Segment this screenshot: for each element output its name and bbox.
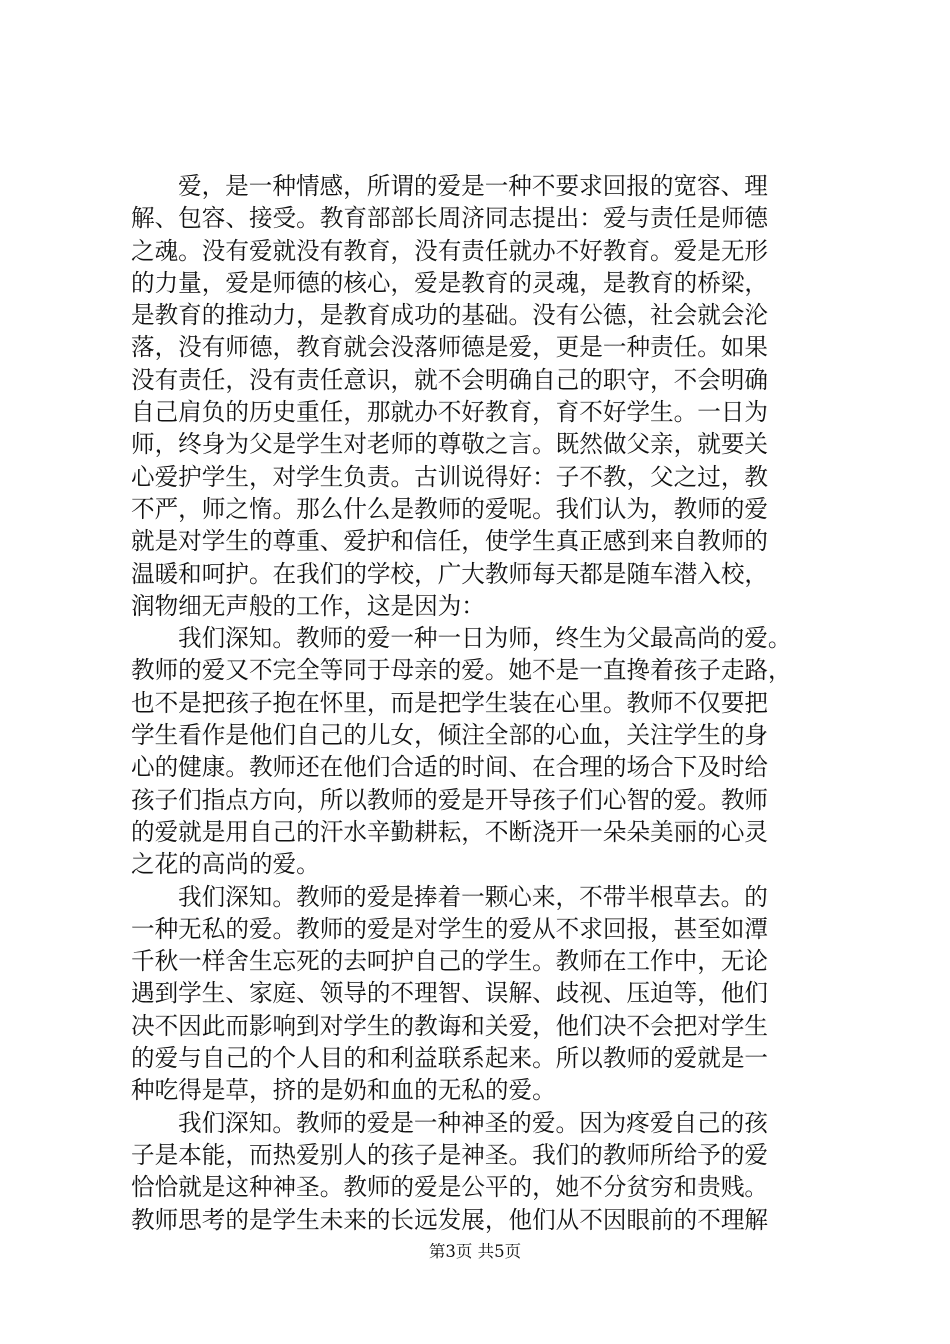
text-line: 就是对学生的尊重、爱护和信任，使学生真正感到来自教师的	[131, 527, 769, 556]
page-number-footer: 第3页 共5页	[428, 1242, 522, 1261]
text-line: 我们深知。教师的爱是捧着一颗心来，不带半根草去。的	[178, 882, 768, 911]
text-line: 教师的爱又不完全等同于母亲的爱。她不是一直搀着孩子走路，	[131, 656, 792, 685]
paragraph-2	[131, 622, 831, 880]
paragraph-3	[131, 881, 831, 1107]
text-line: 种吃得是草，挤的是奶和血的无私的爱。	[131, 1076, 556, 1105]
text-line: 也不是把孩子抱在怀里，而是把学生装在心里。教师不仅要把	[131, 688, 769, 717]
text-line: 的爱与自己的个人目的和利益联系起来。所以教师的爱就是一	[131, 1044, 769, 1073]
text-line: 我们深知。教师的爱一种一日为师，终生为父最高尚的爱。	[178, 624, 792, 653]
text-line: 之花的高尚的爱。	[131, 850, 320, 879]
text-line: 润物细无声般的工作，这是因为：	[131, 591, 485, 620]
text-line: 自己肩负的历史重任，那就办不好教育，育不好学生。一日为	[131, 398, 769, 427]
text-line: 孩子们指点方向，所以教师的爱是开导孩子们心智的爱。教师	[131, 785, 769, 814]
text-line: 温暖和呵护。在我们的学校，广大教师每天都是随车潜入校，	[131, 559, 769, 588]
text-line: 之魂。没有爱就没有教育，没有责任就办不好教育。爱是无形	[131, 236, 769, 265]
text-line: 教师思考的是学生未来的长远发展，他们从不因眼前的不理解	[131, 1205, 769, 1234]
text-line: 恰恰就是这种神圣。教师的爱是公平的，她不分贫穷和贵贱。	[131, 1173, 769, 1202]
text-line: 解、包容、接受。教育部部长周济同志提出：爱与责任是师德	[131, 204, 769, 233]
text-line: 学生看作是他们自己的儿女，倾注全部的心血，关注学生的身	[131, 721, 769, 750]
text-line: 子是本能，而热爱别人的孩子是神圣。我们的教师所给予的爱	[131, 1140, 769, 1169]
document-body	[131, 170, 831, 1236]
text-line: 心的健康。教师还在他们合适的时间、在合理的场合下及时给	[131, 753, 769, 782]
text-line: 的力量，爱是师德的核心，爱是教育的灵魂，是教育的桥梁，	[131, 268, 769, 297]
text-line: 没有责任，没有责任意识，就不会明确自己的职守，不会明确	[131, 365, 769, 394]
text-line: 是教育的推动力，是教育成功的基础。没有公德，社会就会沦	[131, 301, 769, 330]
text-line: 的爱就是用自己的汗水辛勤耕耘，不断浇开一朵朵美丽的心灵	[131, 817, 769, 846]
text-line: 千秋一样舍生忘死的去呵护自己的学生。教师在工作中，无论	[131, 947, 769, 976]
paragraph-4	[131, 1107, 831, 1236]
text-line: 遇到学生、家庭、领导的不理智、误解、歧视、压迫等，他们	[131, 979, 769, 1008]
text-line: 一种无私的爱。教师的爱是对学生的爱从不求回报，甚至如潭	[131, 914, 769, 943]
text-line: 心爱护学生，对学生负责。古训说得好：子不教，父之过，教	[131, 462, 769, 491]
text-line: 不严，师之惰。那么什么是教师的爱呢。我们认为，教师的爱	[131, 494, 769, 523]
paragraph-1	[131, 170, 831, 622]
text-line: 我们深知。教师的爱是一种神圣的爱。因为疼爱自己的孩	[178, 1108, 768, 1137]
text-line: 师，终身为父是学生对老师的尊敬之言。既然做父亲，就要关	[131, 430, 769, 459]
text-line: 决不因此而影响到对学生的教诲和关爱，他们决不会把对学生	[131, 1011, 769, 1040]
text-line: 落，没有师德，教育就会没落师德是爱，更是一种责任。如果	[131, 333, 769, 362]
text-line: 爱，是一种情感，所谓的爱是一种不要求回报的宽容、理	[178, 172, 768, 200]
